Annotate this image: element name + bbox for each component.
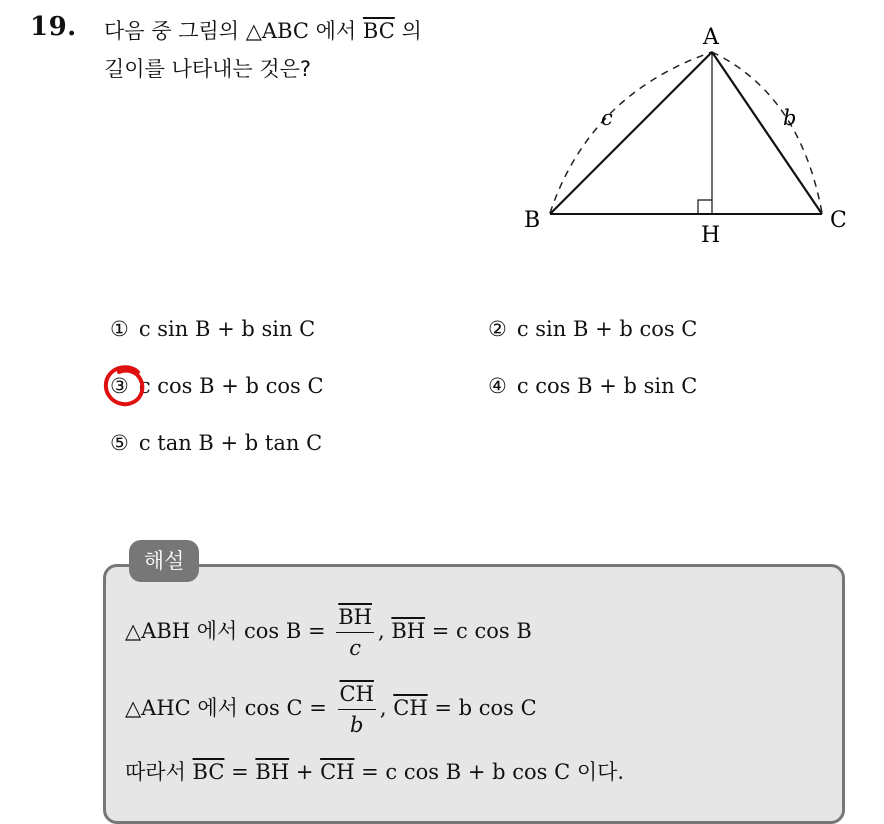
line3-segment-bh: $\overline{BH}$ — [255, 760, 290, 784]
question-text-part1: 다음 중 그림의 — [104, 19, 246, 43]
question-number: 19. — [30, 12, 77, 42]
line2-rhs: = b cos C — [427, 696, 537, 720]
label-side-b: b — [783, 106, 797, 130]
line3-segment-ch: $\overline{CH}$ — [320, 760, 355, 784]
line1-segment: $\overline{BH}$ — [391, 619, 426, 643]
line3-kr: 따라서 — [125, 760, 193, 784]
line3-end: 이다. — [570, 760, 625, 784]
answer-circle-mark — [102, 363, 148, 409]
choice-3-expr: c cos B + b cos C — [138, 374, 324, 398]
choice-1[interactable] — [110, 317, 315, 341]
question-text-part3: 의 — [394, 19, 422, 43]
line1-rhs: = c cos B — [425, 619, 532, 643]
line1-denominator: c — [349, 636, 361, 660]
triangle-name: △ABC — [245, 19, 309, 43]
label-h: H — [701, 223, 721, 248]
solution-tag: 해설 — [129, 540, 199, 582]
line2-denominator: b — [349, 713, 364, 737]
choice-3-number: ③ — [110, 374, 129, 398]
line2-kr: 에서 — [190, 696, 245, 720]
label-side-c: c — [601, 106, 613, 130]
segment-bc: $\overline{BC}$ — [362, 19, 395, 43]
side-ac — [712, 52, 822, 214]
label-a: A — [703, 25, 719, 50]
triangle-figure — [510, 14, 870, 254]
line1-fraction — [336, 602, 374, 663]
label-b: B — [524, 208, 541, 233]
solution-line-3 — [125, 756, 624, 786]
line2-segment: $\overline{CH}$ — [393, 696, 428, 720]
choice-2[interactable] — [488, 317, 697, 341]
solution-line-2: △AHC 에서 cos C = $\frac{\overline{CH}}{b}$ , $\overline{CH} = b$ cos C — [125, 679, 537, 740]
choice-2-expr: c sin B + b cos C — [516, 317, 698, 341]
line2-triangle: △AHC — [125, 696, 191, 720]
line2-fraction — [338, 679, 376, 740]
line2-numerator: $\overline{CH}$ — [338, 679, 376, 710]
right-angle-mark — [698, 200, 712, 214]
choice-4[interactable] — [488, 374, 697, 398]
line1-lhs: cos B = — [244, 619, 333, 643]
line1-numerator: $\overline{BH}$ — [336, 602, 374, 633]
line3-segment-bc: $\overline{BC}$ — [192, 760, 225, 784]
choice-1-expr: c sin B + b sin C — [138, 317, 316, 341]
choice-5[interactable] — [110, 431, 322, 455]
line3-eq: = — [224, 760, 256, 784]
solution-line-1: △ABH 에서 cos B = $\frac{\overline{BH}}{c}$ , $\overline{BH} = c$ cos B — [125, 602, 532, 663]
line2-lhs: cos C = — [244, 696, 334, 720]
question-text-part2: 에서 — [308, 19, 363, 43]
label-c: C — [830, 208, 847, 233]
question-text-line2: 길이를 나타내는 것은? — [104, 57, 312, 81]
choice-5-expr: c tan B + b tan C — [138, 431, 323, 455]
question-text — [104, 12, 504, 88]
choice-5-number: ⑤ — [110, 431, 129, 455]
line3-rhs: = c cos B + b cos C — [354, 760, 571, 784]
choice-4-number: ④ — [488, 374, 507, 398]
choice-4-expr: c cos B + b sin C — [516, 374, 698, 398]
side-ab — [550, 52, 712, 214]
line1-kr: 에서 — [190, 619, 244, 643]
line3-plus: + — [289, 760, 321, 784]
choice-1-number: ① — [110, 317, 129, 341]
choice-2-number: ② — [488, 317, 507, 341]
line1-triangle: △ABH — [125, 619, 191, 643]
